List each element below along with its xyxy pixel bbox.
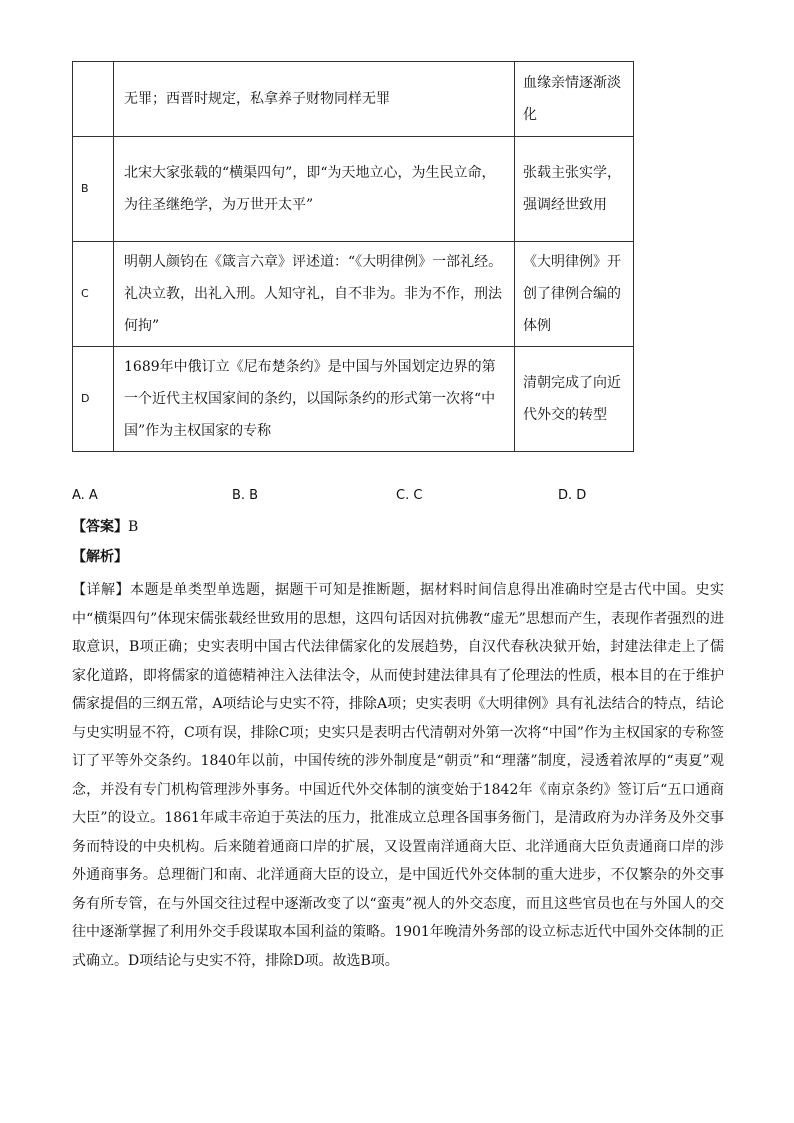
- row-content: 1689年中俄订立《尼布楚条约》是中国与外国划定边界的第一个近代主权国家间的条约，以国际条约的形式第一次将“中国”作为主权国家的专称: [114, 347, 515, 452]
- option-d: D. D: [558, 488, 587, 503]
- analysis-line: [72, 546, 128, 566]
- row-content: 明朝人颜钧在《箴言六章》评述道：“《大明律例》一部礼经。礼决立教，出礼入刑。人知守礼，自不非为。非为不作，刑法何拘”: [114, 242, 515, 347]
- table-row: [73, 137, 634, 242]
- row-label: C: [73, 242, 114, 347]
- answer-value: B: [128, 519, 139, 535]
- detail-paragraph: [72, 576, 724, 975]
- table-row: [73, 242, 634, 347]
- answer-options: [72, 484, 722, 508]
- answer-tag: 【答案】: [72, 519, 128, 535]
- row-label: D: [73, 347, 114, 452]
- row-content: 北宋大家张载的“横渠四句”，即“为天地立心，为生民立命，为往圣继绝学，为万世开太平”: [114, 137, 515, 242]
- row-label: [73, 62, 114, 137]
- table-row: [73, 62, 634, 137]
- options-table: [72, 61, 634, 452]
- detail-text: 本题是单类型单选题，据题干可知是推断题，据材料时间信息得出准确时空是古代中国。史实中“横渠四句”体现宋儒张载经世致用的思想，这四句话因对抗佛教“虚无”思想而产生，表现作者强烈的进取意识，B项正确；史实表明中国古代法律儒家化的发展趋势，自汉代春秋决狱开始，封建法律走上了儒家化道路，即将儒家的道德精神注入法律法令，从而使封建法律具有了伦理法的性质，根本目的在于维护儒家提倡的三纲五常，A项结论与史实不符，排除A项；史实表明《大明律例》具有礼法结合的特点，结论与史实明显不符，C项有误，排除C项；史实只是表明古代清朝对外第一次将“中国”作为主权国家的专称签订了平等外交条约。1840年以前，中国传统的涉外制度是“朝贡”和“理藩”制度，浸透着浓厚的“夷夏”观念，并没有专门机构管理涉外事务。中国近代外交体制的演变始于1842年《南京条约》签订后“五口通商大臣”的设立。1861年咸丰帝迫于英法的压力，批准成立总理各国事务衙门，是清政府为办洋务及外交事务而特设的中央机构。后来随着通商口岸的扩展，又设置南洋通商大臣、北洋通商大臣负责通商口岸的涉外通商事务。总理衙门和南、北洋通商大臣的设立，是中国近代外交体制的重大进步，不仅繁杂的外交事务有所专管，在与外国交往过程中逐渐改变了以“蛮夷”视人的外交态度，而且这些官员也在与外国人的交往中逐渐掌握了利用外交手段谋取本国利益的策略。1901年晚清外务部的设立标志近代中国外交体制的正式确立。D项结论与史实不符，排除D项。故选B项。: [72, 582, 724, 969]
- analysis-tag: 【解析】: [72, 549, 128, 565]
- row-conclusion: 《大明律例》开创了律例合编的体例: [515, 242, 634, 347]
- row-conclusion: 血缘亲情逐渐淡化: [515, 62, 634, 137]
- answer-line: [72, 516, 138, 536]
- option-c: C. C: [396, 488, 423, 503]
- option-b: B. B: [232, 488, 259, 503]
- row-conclusion: 张载主张实学，强调经世致用: [515, 137, 634, 242]
- detail-tag: 【详解】: [72, 582, 130, 598]
- row-conclusion: 清朝完成了向近代外交的转型: [515, 347, 634, 452]
- option-a: A. A: [72, 488, 98, 503]
- row-content: 无罪；西晋时规定，私拿养子财物同样无罪: [114, 62, 515, 137]
- row-label: B: [73, 137, 114, 242]
- table-row: [73, 347, 634, 452]
